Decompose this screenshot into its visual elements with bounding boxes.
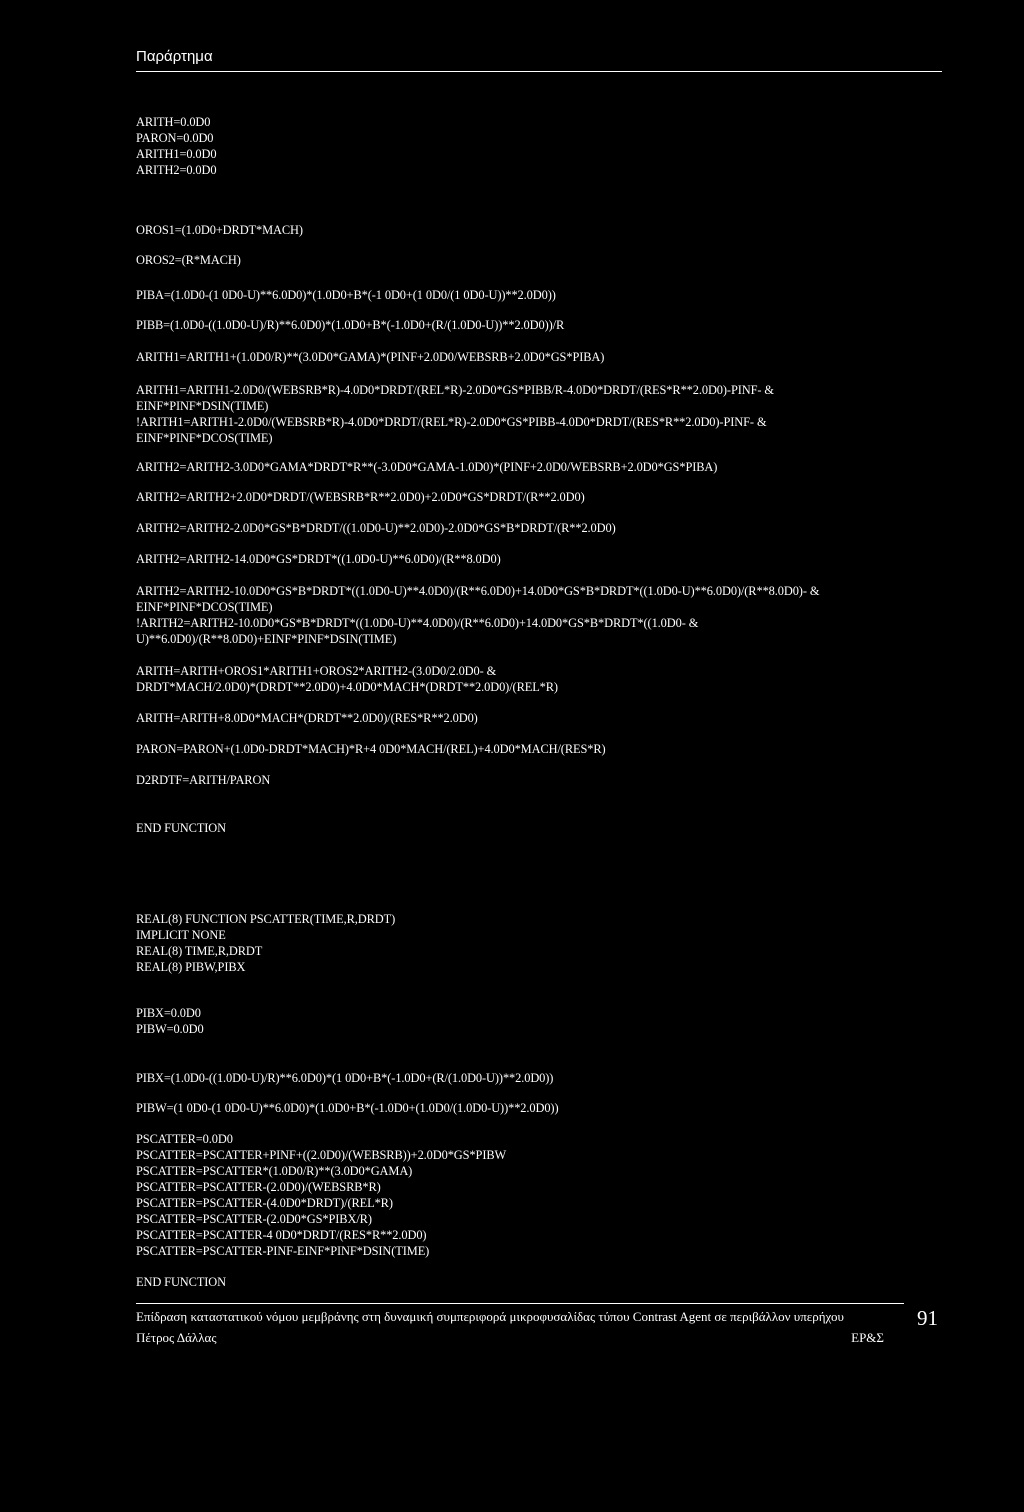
code-line: PSCATTER=PSCATTER*(1.0D0/R)**(3.0D0*GAMA) xyxy=(136,1164,413,1178)
footer-author: Πέτρος Δάλλας xyxy=(136,1330,217,1345)
code-line: EINF*PINF*DSIN(TIME) xyxy=(136,399,269,413)
code-line: ARITH1=0.0D0 xyxy=(136,147,217,161)
code-line: ARITH=0.0D0 xyxy=(136,115,211,129)
code-line: END FUNCTION xyxy=(136,821,227,835)
code-line: REAL(8) TIME,R,DRDT xyxy=(136,944,263,958)
code-line: ARITH2=ARITH2+2.0D0*DRDT/(WEBSRB*R**2.0D0)+2.0D0*GS*DRDT/(R**2.0D0) xyxy=(136,490,585,504)
code-line: PARON=PARON+(1.0D0-DRDT*MACH)*R+4 0D0*MACH/(REL)+4.0D0*MACH/(RES*R) xyxy=(136,742,606,756)
code-line: ARITH2=ARITH2-14.0D0*GS*DRDT*((1.0D0-U)**6.0D0)/(R**8.0D0) xyxy=(136,552,501,566)
code-line: REAL(8) FUNCTION PSCATTER(TIME,R,DRDT) xyxy=(136,912,396,926)
footer-department: ΕΡ&Σ xyxy=(851,1330,884,1345)
code-line: IMPLICIT NONE xyxy=(136,928,226,942)
header-divider xyxy=(136,71,942,72)
code-line: PIBW=0.0D0 xyxy=(136,1022,204,1036)
page-number: 91 xyxy=(917,1306,938,1330)
code-line: !ARITH1=ARITH1-2.0D0/(WEBSRB*R)-4.0D0*DRDT/(REL*R)-2.0D0*GS*PIBB-4.0D0*DRDT/(RES*R**2.0D0)-PINF- & xyxy=(136,415,767,429)
code-line: DRDT*MACH/2.0D0)*(DRDT**2.0D0)+4.0D0*MACH*(DRDT**2.0D0)/(REL*R) xyxy=(136,680,558,694)
code-line: U)**6.0D0)/(R**8.0D0)+EINF*PINF*DSIN(TIME) xyxy=(136,632,397,646)
code-line: PSCATTER=PSCATTER-PINF-EINF*PINF*DSIN(TIME) xyxy=(136,1244,430,1258)
code-line: OROS2=(R*MACH) xyxy=(136,253,241,267)
code-line: PSCATTER=PSCATTER-(2.0D0*GS*PIBX/R) xyxy=(136,1212,372,1226)
code-line: PSCATTER=PSCATTER+PINF+((2.0D0)/(WEBSRB))+2.0D0*GS*PIBW xyxy=(136,1148,507,1162)
code-line: PIBW=(1 0D0-(1 0D0-U)**6.0D0)*(1.0D0+B*(-1.0D0+(1.0D0/(1.0D0-U))**2.0D0)) xyxy=(136,1101,559,1115)
code-line: REAL(8) PIBW,PIBX xyxy=(136,960,246,974)
code-line: EINF*PINF*DCOS(TIME) xyxy=(136,431,273,445)
code-line: ARITH=ARITH+8.0D0*MACH*(DRDT**2.0D0)/(RES*R**2.0D0) xyxy=(136,711,478,725)
code-line: PIBA=(1.0D0-(1 0D0-U)**6.0D0)*(1.0D0+B*(-1 0D0+(1 0D0/(1 0D0-U))**2.0D0)) xyxy=(136,288,556,302)
footer-divider xyxy=(136,1303,904,1304)
code-line: ARITH1=ARITH1-2.0D0/(WEBSRB*R)-4.0D0*DRDT/(REL*R)-2.0D0*GS*PIBB/R-4.0D0*DRDT/(RES*R**2.0D0)-PINF- & xyxy=(136,383,774,397)
code-line: !ARITH2=ARITH2-10.0D0*GS*B*DRDT*((1.0D0-U)**4.0D0)/(R**6.0D0)+14.0D0*GS*B*DRDT*((1.0D0- & xyxy=(136,616,699,630)
code-line: OROS1=(1.0D0+DRDT*MACH) xyxy=(136,223,303,237)
code-line: ARITH2=ARITH2-3.0D0*GAMA*DRDT*R**(-3.0D0*GAMA-1.0D0)*(PINF+2.0D0/WEBSRB+2.0D0*GS*PIBA) xyxy=(136,460,718,474)
code-line: PIBX=0.0D0 xyxy=(136,1006,201,1020)
code-line: ARITH2=ARITH2-10.0D0*GS*B*DRDT*((1.0D0-U)**4.0D0)/(R**6.0D0)+14.0D0*GS*B*DRDT*((1.0D0-U)**6.0D0)/(R**8.0D0)- & xyxy=(136,584,820,598)
code-line: ARITH2=0.0D0 xyxy=(136,163,217,177)
code-line: ARITH=ARITH+OROS1*ARITH1+OROS2*ARITH2-(3.0D0/2.0D0- & xyxy=(136,664,497,678)
code-line: ARITH2=ARITH2-2.0D0*GS*B*DRDT/((1.0D0-U)**2.0D0)-2.0D0*GS*B*DRDT/(R**2.0D0) xyxy=(136,521,616,535)
code-line: PSCATTER=0.0D0 xyxy=(136,1132,233,1146)
code-line: END FUNCTION xyxy=(136,1275,227,1289)
code-line: PARON=0.0D0 xyxy=(136,131,214,145)
code-line: ARITH1=ARITH1+(1.0D0/R)**(3.0D0*GAMA)*(PINF+2.0D0/WEBSRB+2.0D0*GS*PIBA) xyxy=(136,350,605,364)
code-line: PIBB=(1.0D0-((1.0D0-U)/R)**6.0D0)*(1.0D0+B*(-1.0D0+(R/(1.0D0-U))**2.0D0))/R xyxy=(136,318,565,332)
footer-thesis-title: Επίδραση καταστατικού νόμου μεμβράνης στη δυναμική συμπεριφορά μικροφυσαλίδας τύπου Contrast Agent σε περιβάλλον υπερήχου xyxy=(136,1309,844,1324)
code-line: PSCATTER=PSCATTER-(4.0D0*DRDT)/(REL*R) xyxy=(136,1196,393,1210)
code-line: PIBX=(1.0D0-((1.0D0-U)/R)**6.0D0)*(1 0D0+B*(-1.0D0+(R/(1.0D0-U))**2.0D0)) xyxy=(136,1071,554,1085)
code-line: EINF*PINF*DCOS(TIME) xyxy=(136,600,273,614)
code-line: PSCATTER=PSCATTER-4 0D0*DRDT/(RES*R**2.0D0) xyxy=(136,1228,427,1242)
code-line: PSCATTER=PSCATTER-(2.0D0)/(WEBSRB*R) xyxy=(136,1180,381,1194)
page-header-title: Παράρτημα xyxy=(136,48,213,65)
code-line: D2RDTF=ARITH/PARON xyxy=(136,773,271,787)
